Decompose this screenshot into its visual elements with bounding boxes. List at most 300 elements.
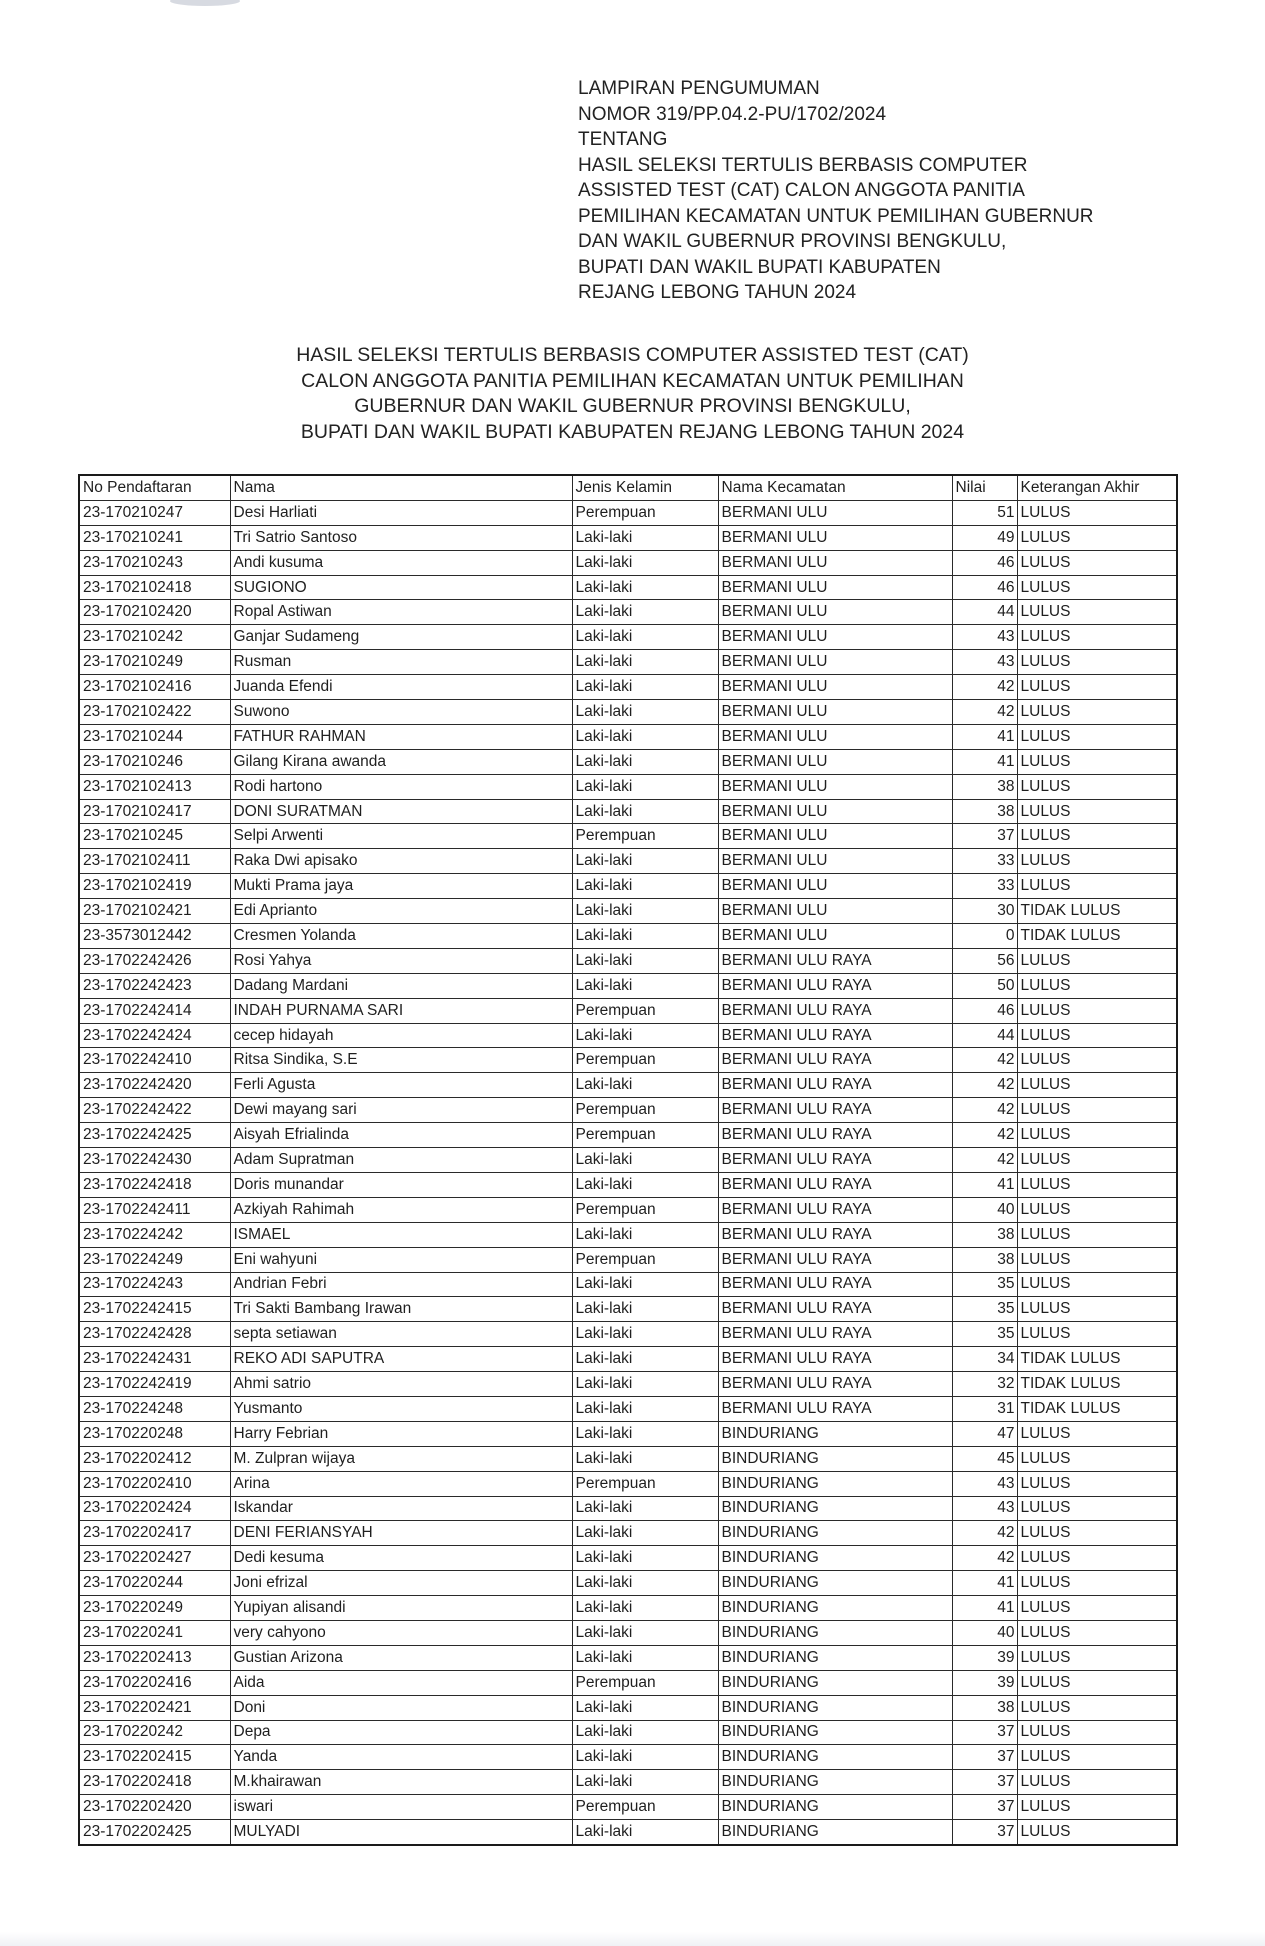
scan-edge	[0, 1932, 1265, 1946]
cell-no-pendaftaran: 23-1702102411	[79, 849, 230, 874]
cell-keterangan-akhir: LULUS	[1017, 1322, 1177, 1347]
cell-keterangan-akhir: TIDAK LULUS	[1017, 924, 1177, 949]
cell-no-pendaftaran: 23-170210242	[79, 625, 230, 650]
cell-jenis-kelamin: Perempuan	[572, 998, 718, 1023]
column-header-no-pendaftaran: No Pendaftaran	[79, 475, 230, 500]
cell-keterangan-akhir: LULUS	[1017, 874, 1177, 899]
table-row	[79, 1820, 1177, 1845]
table-row	[79, 1347, 1177, 1372]
cell-no-pendaftaran: 23-170224243	[79, 1272, 230, 1297]
cell-keterangan-akhir: LULUS	[1017, 1471, 1177, 1496]
cell-nilai: 43	[952, 650, 1017, 675]
cell-keterangan-akhir: LULUS	[1017, 650, 1177, 675]
table-row	[79, 1222, 1177, 1247]
cell-keterangan-akhir: LULUS	[1017, 700, 1177, 725]
table-row	[79, 600, 1177, 625]
cell-jenis-kelamin: Perempuan	[572, 1048, 718, 1073]
table-row	[79, 1471, 1177, 1496]
table-row	[79, 1670, 1177, 1695]
header-line: NOMOR 319/PP.04.2-PU/1702/2024	[578, 103, 887, 125]
cell-jenis-kelamin: Laki-laki	[572, 1148, 718, 1173]
cell-keterangan-akhir: LULUS	[1017, 575, 1177, 600]
cell-keterangan-akhir: LULUS	[1017, 1272, 1177, 1297]
table-row	[79, 1148, 1177, 1173]
cell-nilai: 38	[952, 1695, 1017, 1720]
cell-nama-kecamatan: BERMANI ULU	[718, 849, 952, 874]
title-line: BUPATI DAN WAKIL BUPATI KABUPATEN REJANG LEBONG TAHUN 2024	[300, 420, 965, 443]
cell-no-pendaftaran: 23-1702202415	[79, 1745, 230, 1770]
cell-no-pendaftaran: 23-1702242414	[79, 998, 230, 1023]
cell-jenis-kelamin: Laki-laki	[572, 625, 718, 650]
cell-nama-kecamatan: BERMANI ULU	[718, 799, 952, 824]
cell-keterangan-akhir: LULUS	[1017, 1247, 1177, 1272]
column-header-nilai: Nilai	[952, 475, 1017, 500]
cell-jenis-kelamin: Laki-laki	[572, 749, 718, 774]
cell-nama-kecamatan: BINDURIANG	[718, 1546, 952, 1571]
cell-jenis-kelamin: Laki-laki	[572, 1496, 718, 1521]
cell-nama: Juanda Efendi	[230, 675, 572, 700]
cell-nama: Yupiyan alisandi	[230, 1596, 572, 1621]
cell-no-pendaftaran: 23-1702242426	[79, 948, 230, 973]
cell-nama-kecamatan: BERMANI ULU	[718, 774, 952, 799]
table-row	[79, 724, 1177, 749]
cell-nama: Tri Sakti Bambang Irawan	[230, 1297, 572, 1322]
cell-nilai: 41	[952, 1172, 1017, 1197]
cell-jenis-kelamin: Laki-laki	[572, 1720, 718, 1745]
cell-nama-kecamatan: BERMANI ULU RAYA	[718, 1372, 952, 1397]
cell-keterangan-akhir: LULUS	[1017, 525, 1177, 550]
cell-nama: septa setiawan	[230, 1322, 572, 1347]
cell-nilai: 42	[952, 1148, 1017, 1173]
cell-jenis-kelamin: Laki-laki	[572, 1297, 718, 1322]
cell-nama: Azkiyah Rahimah	[230, 1197, 572, 1222]
title-line: CALON ANGGOTA PANITIA PEMILIHAN KECAMATAN UNTUK PEMILIHAN	[301, 369, 964, 392]
column-header-jenis-kelamin: Jenis Kelamin	[572, 475, 718, 500]
cell-nama: Ropal Astiwan	[230, 600, 572, 625]
cell-no-pendaftaran: 23-1702202421	[79, 1695, 230, 1720]
cell-jenis-kelamin: Perempuan	[572, 1247, 718, 1272]
cell-nilai: 43	[952, 625, 1017, 650]
table-row	[79, 1372, 1177, 1397]
cell-no-pendaftaran: 23-1702102418	[79, 575, 230, 600]
header-line: BUPATI DAN WAKIL BUPATI KABUPATEN	[578, 256, 941, 278]
cell-no-pendaftaran: 23-170210245	[79, 824, 230, 849]
cell-jenis-kelamin: Laki-laki	[572, 1347, 718, 1372]
cell-keterangan-akhir: LULUS	[1017, 724, 1177, 749]
cell-nama-kecamatan: BINDURIANG	[718, 1596, 952, 1621]
cell-keterangan-akhir: LULUS	[1017, 1098, 1177, 1123]
cell-nama: SUGIONO	[230, 575, 572, 600]
cell-keterangan-akhir: LULUS	[1017, 625, 1177, 650]
cell-keterangan-akhir: TIDAK LULUS	[1017, 1347, 1177, 1372]
table-row	[79, 1795, 1177, 1820]
cell-no-pendaftaran: 23-1702242411	[79, 1197, 230, 1222]
table-row	[79, 1770, 1177, 1795]
attachment-header	[578, 76, 1094, 306]
cell-keterangan-akhir: LULUS	[1017, 1496, 1177, 1521]
table-row	[79, 1247, 1177, 1272]
cell-nama-kecamatan: BERMANI ULU RAYA	[718, 1172, 952, 1197]
table-row	[79, 1197, 1177, 1222]
cell-keterangan-akhir: LULUS	[1017, 1023, 1177, 1048]
table-row	[79, 525, 1177, 550]
cell-nama: Harry Febrian	[230, 1421, 572, 1446]
cell-jenis-kelamin: Perempuan	[572, 1471, 718, 1496]
cell-no-pendaftaran: 23-1702102417	[79, 799, 230, 824]
cell-nama-kecamatan: BERMANI ULU RAYA	[718, 1148, 952, 1173]
cell-jenis-kelamin: Laki-laki	[572, 799, 718, 824]
cell-nilai: 33	[952, 849, 1017, 874]
cell-jenis-kelamin: Laki-laki	[572, 525, 718, 550]
cell-keterangan-akhir: LULUS	[1017, 600, 1177, 625]
cell-no-pendaftaran: 23-1702242418	[79, 1172, 230, 1197]
cell-nama: Aida	[230, 1670, 572, 1695]
cell-nama: Suwono	[230, 700, 572, 725]
table-row	[79, 799, 1177, 824]
cell-nama-kecamatan: BINDURIANG	[718, 1521, 952, 1546]
cell-keterangan-akhir: LULUS	[1017, 1571, 1177, 1596]
cell-keterangan-akhir: LULUS	[1017, 1645, 1177, 1670]
cell-nilai: 42	[952, 700, 1017, 725]
cell-keterangan-akhir: LULUS	[1017, 1073, 1177, 1098]
header-line: REJANG LEBONG TAHUN 2024	[578, 282, 857, 303]
cell-jenis-kelamin: Laki-laki	[572, 924, 718, 949]
cell-no-pendaftaran: 23-1702242423	[79, 973, 230, 998]
column-header-keterangan-akhir: Keterangan Akhir	[1017, 475, 1177, 500]
cell-nama: MULYADI	[230, 1820, 572, 1845]
cell-nama-kecamatan: BINDURIANG	[718, 1770, 952, 1795]
table-row	[79, 1048, 1177, 1073]
cell-nama-kecamatan: BERMANI ULU	[718, 700, 952, 725]
cell-nama: Edi Aprianto	[230, 899, 572, 924]
cell-nama-kecamatan: BINDURIANG	[718, 1496, 952, 1521]
cell-nilai: 50	[952, 973, 1017, 998]
cell-nama-kecamatan: BERMANI ULU	[718, 724, 952, 749]
cell-jenis-kelamin: Perempuan	[572, 1670, 718, 1695]
table-row	[79, 749, 1177, 774]
cell-jenis-kelamin: Laki-laki	[572, 874, 718, 899]
cell-nama-kecamatan: BINDURIANG	[718, 1795, 952, 1820]
cell-nama-kecamatan: BERMANI ULU	[718, 874, 952, 899]
header-line: HASIL SELEKSI TERTULIS BERBASIS COMPUTER	[578, 154, 1028, 176]
cell-no-pendaftaran: 23-1702242410	[79, 1048, 230, 1073]
cell-jenis-kelamin: Perempuan	[572, 1197, 718, 1222]
cell-no-pendaftaran: 23-170224242	[79, 1222, 230, 1247]
cell-nama-kecamatan: BERMANI ULU	[718, 550, 952, 575]
cell-keterangan-akhir: LULUS	[1017, 1297, 1177, 1322]
cell-no-pendaftaran: 23-1702202418	[79, 1770, 230, 1795]
cell-nama-kecamatan: BINDURIANG	[718, 1471, 952, 1496]
cell-nama-kecamatan: BERMANI ULU RAYA	[718, 973, 952, 998]
cell-nama: Adam Supratman	[230, 1148, 572, 1173]
cell-nilai: 38	[952, 774, 1017, 799]
cell-no-pendaftaran: 23-170210246	[79, 749, 230, 774]
cell-nama-kecamatan: BERMANI ULU RAYA	[718, 998, 952, 1023]
cell-jenis-kelamin: Perempuan	[572, 824, 718, 849]
cell-keterangan-akhir: LULUS	[1017, 550, 1177, 575]
cell-nama: Cresmen Yolanda	[230, 924, 572, 949]
cell-nilai: 43	[952, 1496, 1017, 1521]
cell-nama-kecamatan: BINDURIANG	[718, 1820, 952, 1845]
cell-no-pendaftaran: 23-1702202413	[79, 1645, 230, 1670]
cell-keterangan-akhir: LULUS	[1017, 1820, 1177, 1845]
cell-no-pendaftaran: 23-170210247	[79, 500, 230, 525]
cell-nama: Depa	[230, 1720, 572, 1745]
cell-jenis-kelamin: Laki-laki	[572, 1222, 718, 1247]
cell-no-pendaftaran: 23-1702202424	[79, 1496, 230, 1521]
table-row	[79, 1645, 1177, 1670]
cell-no-pendaftaran: 23-1702102420	[79, 600, 230, 625]
cell-jenis-kelamin: Laki-laki	[572, 1745, 718, 1770]
header-line: ASSISTED TEST (CAT) CALON ANGGOTA PANITIA	[578, 180, 1025, 201]
cell-jenis-kelamin: Laki-laki	[572, 899, 718, 924]
cell-nilai: 39	[952, 1670, 1017, 1695]
cell-jenis-kelamin: Laki-laki	[572, 575, 718, 600]
cell-keterangan-akhir: LULUS	[1017, 749, 1177, 774]
cell-jenis-kelamin: Laki-laki	[572, 849, 718, 874]
cell-jenis-kelamin: Perempuan	[572, 500, 718, 525]
cell-keterangan-akhir: LULUS	[1017, 1620, 1177, 1645]
cell-nama: REKO ADI SAPUTRA	[230, 1347, 572, 1372]
cell-no-pendaftaran: 23-1702202410	[79, 1471, 230, 1496]
table-row	[79, 575, 1177, 600]
cell-nama-kecamatan: BERMANI ULU RAYA	[718, 1347, 952, 1372]
cell-nama-kecamatan: BERMANI ULU	[718, 525, 952, 550]
table-row	[79, 1322, 1177, 1347]
cell-keterangan-akhir: LULUS	[1017, 1421, 1177, 1446]
cell-nilai: 37	[952, 1820, 1017, 1845]
cell-nama-kecamatan: BERMANI ULU RAYA	[718, 1272, 952, 1297]
cell-nilai: 35	[952, 1322, 1017, 1347]
cell-no-pendaftaran: 23-170210244	[79, 724, 230, 749]
cell-keterangan-akhir: TIDAK LULUS	[1017, 899, 1177, 924]
cell-nilai: 43	[952, 1471, 1017, 1496]
table-row	[79, 1596, 1177, 1621]
table-row	[79, 948, 1177, 973]
cell-no-pendaftaran: 23-170220241	[79, 1620, 230, 1645]
cell-nilai: 51	[952, 500, 1017, 525]
cell-nama-kecamatan: BERMANI ULU RAYA	[718, 1297, 952, 1322]
cell-nama-kecamatan: BERMANI ULU	[718, 500, 952, 525]
cell-keterangan-akhir: LULUS	[1017, 1795, 1177, 1820]
cell-nama: Yusmanto	[230, 1396, 572, 1421]
cell-nilai: 38	[952, 1247, 1017, 1272]
cell-nilai: 49	[952, 525, 1017, 550]
cell-keterangan-akhir: LULUS	[1017, 1521, 1177, 1546]
table-row	[79, 1720, 1177, 1745]
table-row	[79, 1073, 1177, 1098]
cell-nama-kecamatan: BERMANI ULU RAYA	[718, 1048, 952, 1073]
cell-nama: Doni	[230, 1695, 572, 1720]
table-row	[79, 874, 1177, 899]
cell-nama: Dadang Mardani	[230, 973, 572, 998]
page-title	[0, 343, 1265, 445]
cell-nilai: 34	[952, 1347, 1017, 1372]
cell-nilai: 42	[952, 1073, 1017, 1098]
table-row	[79, 1620, 1177, 1645]
cell-no-pendaftaran: 23-1702242422	[79, 1098, 230, 1123]
cell-nama: Desi Harliati	[230, 500, 572, 525]
cell-nilai: 35	[952, 1297, 1017, 1322]
table-row	[79, 675, 1177, 700]
cell-no-pendaftaran: 23-1702102413	[79, 774, 230, 799]
cell-nama-kecamatan: BERMANI ULU RAYA	[718, 1098, 952, 1123]
cell-keterangan-akhir: LULUS	[1017, 1546, 1177, 1571]
cell-keterangan-akhir: LULUS	[1017, 1222, 1177, 1247]
table-row	[79, 1695, 1177, 1720]
cell-nama-kecamatan: BERMANI ULU RAYA	[718, 1222, 952, 1247]
cell-no-pendaftaran: 23-170224249	[79, 1247, 230, 1272]
cell-no-pendaftaran: 23-170210243	[79, 550, 230, 575]
cell-nama-kecamatan: BERMANI ULU	[718, 749, 952, 774]
cell-nama: Rosi Yahya	[230, 948, 572, 973]
cell-nama: INDAH PURNAMA SARI	[230, 998, 572, 1023]
cell-no-pendaftaran: 23-1702242431	[79, 1347, 230, 1372]
cell-no-pendaftaran: 23-1702202417	[79, 1521, 230, 1546]
cell-jenis-kelamin: Laki-laki	[572, 1172, 718, 1197]
cell-nama: Raka Dwi apisako	[230, 849, 572, 874]
table-row	[79, 1172, 1177, 1197]
table-row	[79, 1123, 1177, 1148]
cell-nilai: 38	[952, 1222, 1017, 1247]
cell-no-pendaftaran: 23-1702202425	[79, 1820, 230, 1845]
cell-jenis-kelamin: Laki-laki	[572, 1645, 718, 1670]
cell-no-pendaftaran: 23-1702242415	[79, 1297, 230, 1322]
cell-nama: Rusman	[230, 650, 572, 675]
cell-nama: Gilang Kirana awanda	[230, 749, 572, 774]
cell-nilai: 39	[952, 1645, 1017, 1670]
cell-no-pendaftaran: 23-1702202416	[79, 1670, 230, 1695]
cell-jenis-kelamin: Laki-laki	[572, 1695, 718, 1720]
cell-nama-kecamatan: BERMANI ULU RAYA	[718, 1023, 952, 1048]
cell-jenis-kelamin: Laki-laki	[572, 675, 718, 700]
cell-keterangan-akhir: TIDAK LULUS	[1017, 1372, 1177, 1397]
cell-nama-kecamatan: BERMANI ULU RAYA	[718, 1396, 952, 1421]
cell-jenis-kelamin: Laki-laki	[572, 1546, 718, 1571]
cell-nama-kecamatan: BERMANI ULU	[718, 625, 952, 650]
cell-jenis-kelamin: Laki-laki	[572, 1770, 718, 1795]
cell-nama-kecamatan: BINDURIANG	[718, 1421, 952, 1446]
cell-nilai: 38	[952, 799, 1017, 824]
cell-keterangan-akhir: LULUS	[1017, 1596, 1177, 1621]
table-row	[79, 700, 1177, 725]
cell-jenis-kelamin: Perempuan	[572, 1098, 718, 1123]
cell-jenis-kelamin: Laki-laki	[572, 1446, 718, 1471]
cell-keterangan-akhir: LULUS	[1017, 824, 1177, 849]
cell-nilai: 40	[952, 1197, 1017, 1222]
cell-nilai: 35	[952, 1272, 1017, 1297]
cell-no-pendaftaran: 23-170224248	[79, 1396, 230, 1421]
cell-jenis-kelamin: Laki-laki	[572, 1396, 718, 1421]
cell-no-pendaftaran: 23-1702242424	[79, 1023, 230, 1048]
cell-keterangan-akhir: LULUS	[1017, 1148, 1177, 1173]
cell-keterangan-akhir: LULUS	[1017, 675, 1177, 700]
cell-jenis-kelamin: Laki-laki	[572, 700, 718, 725]
cell-nama-kecamatan: BINDURIANG	[718, 1720, 952, 1745]
cell-nilai: 44	[952, 600, 1017, 625]
cell-nilai: 37	[952, 824, 1017, 849]
column-header-nama: Nama	[230, 475, 572, 500]
cell-keterangan-akhir: LULUS	[1017, 973, 1177, 998]
cell-nama: Mukti Prama jaya	[230, 874, 572, 899]
cell-keterangan-akhir: LULUS	[1017, 774, 1177, 799]
table-row	[79, 1571, 1177, 1596]
cell-no-pendaftaran: 23-1702102416	[79, 675, 230, 700]
cell-keterangan-akhir: LULUS	[1017, 500, 1177, 525]
cell-no-pendaftaran: 23-1702202412	[79, 1446, 230, 1471]
cell-jenis-kelamin: Laki-laki	[572, 724, 718, 749]
cell-nilai: 42	[952, 675, 1017, 700]
cell-keterangan-akhir: TIDAK LULUS	[1017, 1396, 1177, 1421]
cell-keterangan-akhir: LULUS	[1017, 1123, 1177, 1148]
cell-nilai: 0	[952, 924, 1017, 949]
cell-nama-kecamatan: BINDURIANG	[718, 1745, 952, 1770]
cell-jenis-kelamin: Laki-laki	[572, 948, 718, 973]
cell-nilai: 37	[952, 1770, 1017, 1795]
cell-nilai: 32	[952, 1372, 1017, 1397]
cell-nilai: 46	[952, 550, 1017, 575]
cell-no-pendaftaran: 23-1702202420	[79, 1795, 230, 1820]
cell-nama: iswari	[230, 1795, 572, 1820]
cell-nilai: 31	[952, 1396, 1017, 1421]
header-line: DAN WAKIL GUBERNUR PROVINSI BENGKULU,	[578, 231, 1007, 252]
cell-jenis-kelamin: Laki-laki	[572, 1620, 718, 1645]
cell-nama-kecamatan: BERMANI ULU	[718, 824, 952, 849]
cell-nama-kecamatan: BINDURIANG	[718, 1446, 952, 1471]
cell-jenis-kelamin: Laki-laki	[572, 1272, 718, 1297]
cell-nama: cecep hidayah	[230, 1023, 572, 1048]
cell-nama-kecamatan: BERMANI ULU RAYA	[718, 1123, 952, 1148]
cell-nama-kecamatan: BINDURIANG	[718, 1620, 952, 1645]
cell-keterangan-akhir: LULUS	[1017, 1048, 1177, 1073]
cell-nama-kecamatan: BERMANI ULU RAYA	[718, 948, 952, 973]
cell-nilai: 41	[952, 749, 1017, 774]
cell-nama: Aisyah Efrialinda	[230, 1123, 572, 1148]
table-row	[79, 1446, 1177, 1471]
cell-nilai: 45	[952, 1446, 1017, 1471]
cell-nama: Joni efrizal	[230, 1571, 572, 1596]
cell-no-pendaftaran: 23-1702102421	[79, 899, 230, 924]
cell-jenis-kelamin: Laki-laki	[572, 1322, 718, 1347]
cell-nama-kecamatan: BINDURIANG	[718, 1571, 952, 1596]
cell-nama: Arina	[230, 1471, 572, 1496]
scan-artifact	[170, 0, 240, 6]
cell-nama-kecamatan: BERMANI ULU	[718, 899, 952, 924]
title-line: GUBERNUR DAN WAKIL GUBERNUR PROVINSI BENGKULU,	[354, 395, 911, 417]
table-header-row	[79, 475, 1177, 500]
cell-nilai: 41	[952, 724, 1017, 749]
cell-nilai: 41	[952, 1571, 1017, 1596]
cell-nama: Yanda	[230, 1745, 572, 1770]
cell-nama-kecamatan: BERMANI ULU	[718, 675, 952, 700]
cell-no-pendaftaran: 23-1702242430	[79, 1148, 230, 1173]
cell-nilai: 56	[952, 948, 1017, 973]
cell-nama-kecamatan: BERMANI ULU	[718, 924, 952, 949]
cell-nama: M. Zulpran wijaya	[230, 1446, 572, 1471]
cell-nama-kecamatan: BERMANI ULU RAYA	[718, 1197, 952, 1222]
cell-jenis-kelamin: Laki-laki	[572, 1596, 718, 1621]
cell-nama: Rodi hartono	[230, 774, 572, 799]
cell-nama: DONI SURATMAN	[230, 799, 572, 824]
cell-keterangan-akhir: LULUS	[1017, 1446, 1177, 1471]
table-row	[79, 774, 1177, 799]
table-row	[79, 1272, 1177, 1297]
table-row	[79, 625, 1177, 650]
table-row	[79, 899, 1177, 924]
table-row	[79, 1297, 1177, 1322]
cell-keterangan-akhir: LULUS	[1017, 799, 1177, 824]
cell-keterangan-akhir: LULUS	[1017, 948, 1177, 973]
